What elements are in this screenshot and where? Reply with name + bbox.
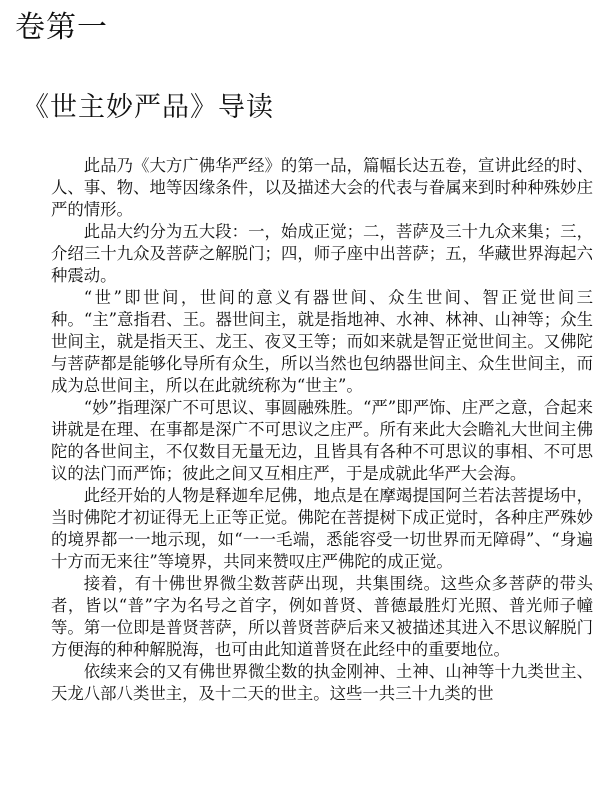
paragraph: 接着，有十佛世界微尘数菩萨出现，共集围绕。这些众多菩萨的带头者，皆以“普”字为名号之首字，例如普贤、普德最胜灯光照、普光师子幢等。第一位即是普贤菩萨，所以普贤菩萨后来又被描述其进入不思议解脱门方便海的种种解脱海，也可由此知道普贤在此经中的重要地位。 bbox=[51, 574, 593, 659]
section-title: 《世主妙严品》导读 bbox=[22, 92, 274, 123]
paragraph: “妙”指理深广不可思议、事圆融殊胜。“严”即严饰、庄严之意，合起来讲就是在理、在事都是深广不可思议之庄严。所有来此大会瞻礼大世间主佛陀的各世间主，不仅数目无量无边，且皆具有各种不可思议的事相、不可思议的法门而严饰；彼此之间又互相庄严，于是成就此华严大会海。 bbox=[51, 398, 593, 483]
body-text bbox=[51, 155, 593, 705]
paragraph: 此经开始的人物是释迦牟尼佛，地点是在摩竭提国阿兰若法菩提场中，当时佛陀才初证得无上正等正觉。佛陀在菩提树下成正觉时，各种庄严殊妙的境界都一一地示现，如“一一毛端，悉能容受一切世界而无障碍”、“身遍十方而无来往”等境界，共同来赞叹庄严佛陀的成正觉。 bbox=[51, 486, 593, 571]
paragraph: 此品大约分为五大段：一，始成正觉；二，菩萨及三十九众来集；三，介绍三十九众及菩萨之解脱门；四，师子座中出菩萨；五，华藏世界海起六种震动。 bbox=[51, 222, 593, 285]
paragraph: 此品乃《大方广佛华严经》的第一品，篇幅长达五卷，宣讲此经的时、人、事、物、地等因缘条件，以及描述大会的代表与眷属来到时种种殊妙庄严的情形。 bbox=[51, 156, 593, 219]
paragraph: 依续来会的又有佛世界微尘数的执金刚神、土神、山神等十九类世主、天龙八部八类世主，及十二天的世主。这些一共三十九类的世 bbox=[51, 662, 593, 703]
volume-title: 卷第一 bbox=[15, 10, 108, 45]
paragraph: “世”即世间，世间的意义有器世间、众生世间、智正觉世间三种。“主”意指君、王。器世间主，就是指地神、水神、林神、山神等；众生世间主，就是指天王、龙王、夜叉王等；而如来就是智正觉世间主。又佛陀与菩萨都是能够化导所有众生，所以当然也包纳器世间主、众生世间主，而成为总世间主，所以在此就统称为“世主”。 bbox=[51, 288, 593, 395]
